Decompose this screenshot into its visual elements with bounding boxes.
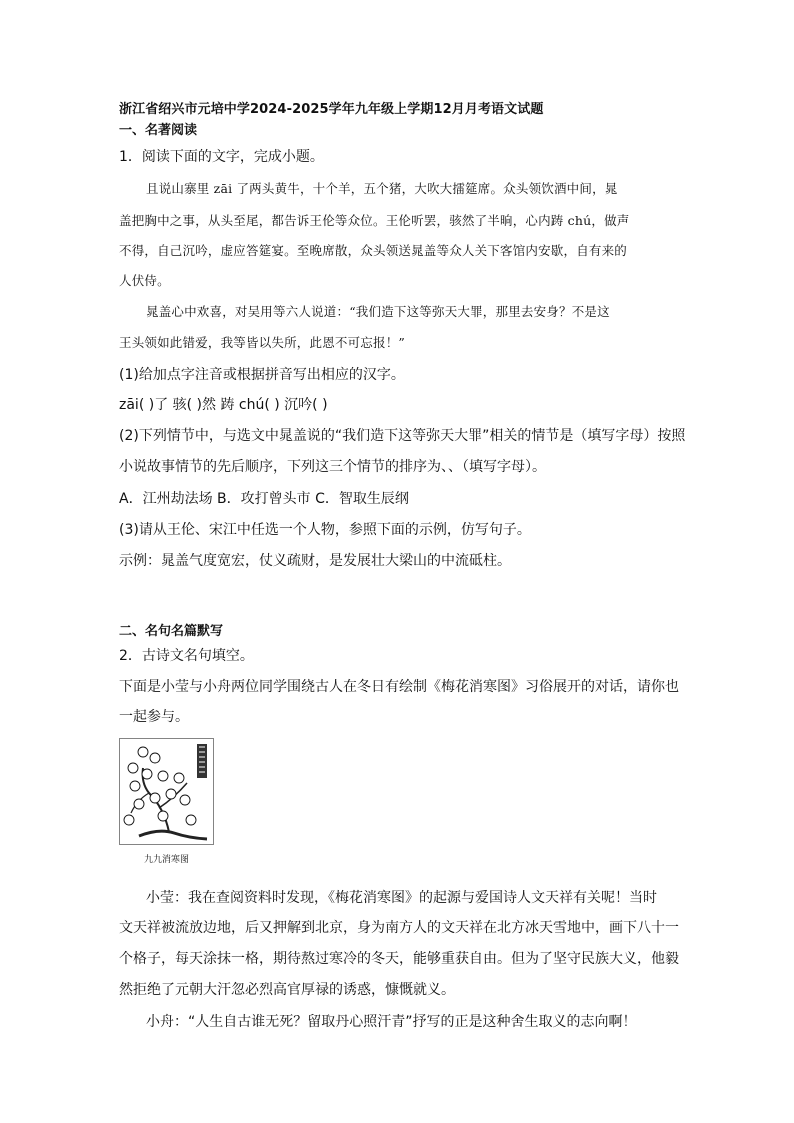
question-1-2-line-2: 小说故事情节的先后顺序，下列这三个情节的排序为、、（填写字母）。 — [119, 459, 546, 475]
passage-1-line-4: 人伏侍。 — [119, 273, 170, 288]
plum-blossom-chart-image — [119, 738, 214, 866]
question-1-intro: 1．阅读下面的文字，完成小题。 — [119, 149, 324, 165]
section-2-heading: 二、名句名篇默写 — [119, 624, 224, 639]
passage-1-line-2: 盖把胸中之事，从头至尾，都告诉王伦等众位。王伦听罢，骇然了半晌，心内踌 chú，做声 — [119, 213, 630, 228]
dialogue-2-line-1: 小舟：“人生自古谁无死？留取丹心照汗青”抒写的正是这种舍生取义的志向啊！ — [146, 1014, 637, 1030]
figure-caption: 九九消寒图 — [143, 855, 189, 865]
passage-1-line-3: 不得，自己沉吟，虚应答筵宴。至晚席散，众头领送晁盖等众人关下客馆内安歇，自有来的 — [119, 243, 628, 258]
dialogue-1-line-3: 个格子，每天涂抹一格，期待熬过寒冷的冬天，能够重获自由。但为了坚守民族大义，他毅 — [119, 951, 679, 967]
question-1-2-line-1: (2)下列情节中，与选文中晁盖说的“我们造下这等弥天大罪”相关的情节是（填写字母）按照 — [119, 428, 686, 444]
question-2-intro: 2．古诗文名句填空。 — [119, 648, 254, 664]
dialogue-1-line-2: 文天祥被流放边地，后又押解到北京，身为南方人的文天祥在北方冰天雪地中，画下八十一 — [119, 920, 679, 936]
passage-1-line-1: 且说山寨里 zāi 了两头黄牛，十个羊，五个猪，大吹大擂筵席。众头领饮酒中间，晁 — [146, 181, 618, 196]
question-2-line-1: 下面是小莹与小舟两位同学围绕古人在冬日有绘制《梅花消寒图》习俗展开的对话，请你也 — [119, 679, 679, 695]
question-1-1: (1)给加点字注音或根据拼音写出相应的汉字。 — [119, 367, 405, 383]
question-1-3-example: 示例：晁盖气度宽宏，仗义疏财，是发展壮大梁山的中流砥柱。 — [119, 553, 511, 569]
question-2-line-2: 一起参与。 — [119, 709, 189, 725]
dialogue-1-line-1: 小莹：我在查阅资料时发现，《梅花消寒图》的起源与爱国诗人文天祥有关呢！当时 — [146, 890, 657, 906]
question-1-3: (3)请从王伦、宋江中任选一个人物，参照下面的示例，仿写句子。 — [119, 522, 531, 538]
section-1-heading: 一、名著阅读 — [119, 123, 198, 138]
passage-2-line-1: 晁盖心中欢喜，对吴用等六人说道：“我们造下这等弥天大罪，那里去安身？不是这 — [146, 304, 610, 319]
passage-2-line-2: 王头领如此错爱，我等皆以失所，此恩不可忘报！” — [119, 335, 405, 350]
question-1-1-blanks: zāi( )了 骇( )然 踌 chú( ) 沉吟( ) — [119, 397, 328, 413]
question-1-2-options: A．江州劫法场 B．攻打曾头市 C．智取生辰纲 — [119, 491, 409, 507]
dialogue-1-line-4: 然拒绝了元朝大汗忽必烈高官厚禄的诱惑，慷慨就义。 — [119, 982, 455, 998]
exam-title: 浙江省绍兴市元培中学2024-2025学年九年级上学期12月月考语文试题 — [119, 102, 544, 117]
